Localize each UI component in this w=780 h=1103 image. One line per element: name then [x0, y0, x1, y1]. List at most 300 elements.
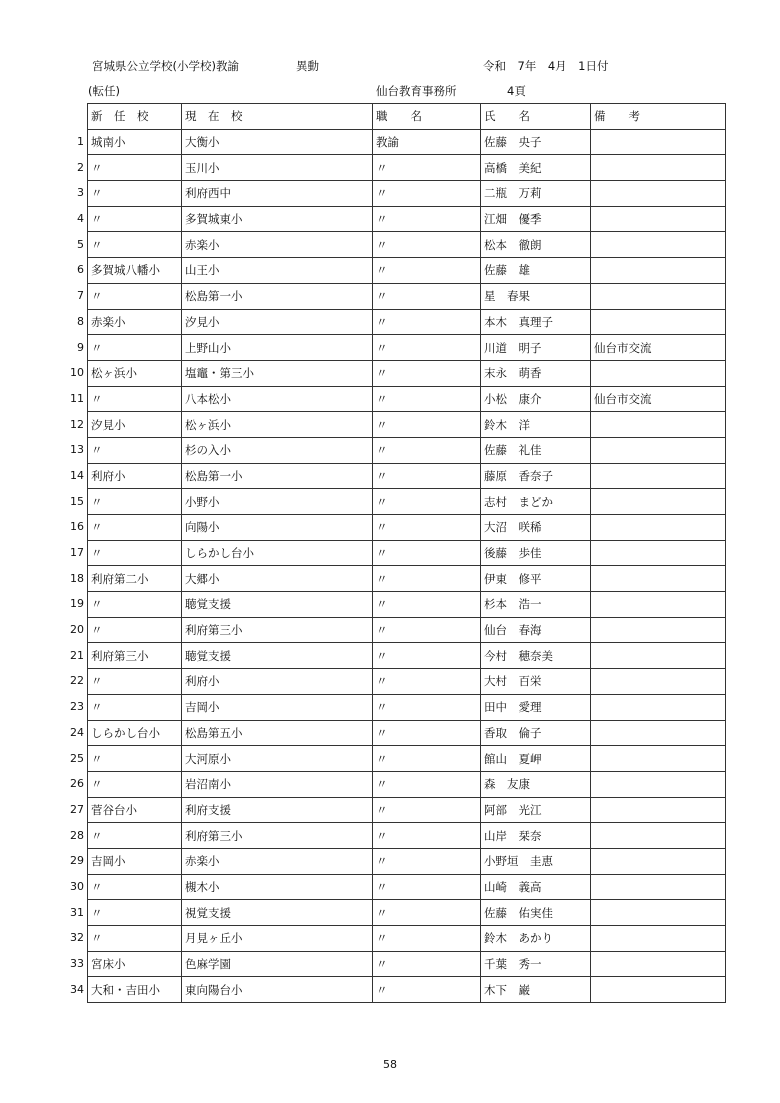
table-row — [88, 489, 726, 515]
new-school-cell — [70, 977, 182, 1003]
new-school-cell-text: 赤楽小 — [91, 314, 126, 329]
current-school-cell-text: 松ヶ浜小 — [185, 417, 231, 432]
title-cell-text: 〃 — [376, 237, 388, 252]
name-cell — [481, 206, 591, 232]
new-school-cell-text: 〃 — [91, 879, 103, 894]
new-school-cell-text: 〃 — [91, 212, 103, 227]
name-cell — [481, 823, 591, 849]
name-cell-text: 田中 愛理 — [484, 700, 542, 715]
name-cell-text: 後藤 歩佳 — [484, 546, 542, 561]
current-school-cell-text: 聴覚支援 — [185, 648, 231, 663]
current-school-cell-text: 赤楽小 — [185, 854, 220, 869]
row-number: 28 — [70, 828, 84, 842]
new-school-cell — [70, 874, 182, 900]
new-school-cell-text: 〃 — [91, 623, 103, 638]
title-cell — [373, 258, 481, 284]
title-cell-text: 〃 — [376, 751, 388, 766]
name-cell-text: 本木 真理子 — [484, 314, 553, 329]
current-school-cell — [182, 206, 373, 232]
new-school-cell — [77, 283, 182, 309]
row-number: 15 — [70, 494, 84, 508]
title-cell-text: 〃 — [376, 571, 388, 586]
col-header-current-school: 現 在 校 — [182, 104, 373, 130]
name-cell-text: 佐藤 礼佳 — [484, 443, 542, 458]
current-school-cell-text: 八本松小 — [185, 391, 231, 406]
current-school-cell-text: 利府第三小 — [185, 828, 243, 843]
current-school-cell-text: 聴覚支援 — [185, 597, 231, 612]
current-school-cell-text: 吉岡小 — [185, 700, 220, 715]
current-school-cell — [182, 258, 373, 284]
new-school-cell — [77, 309, 182, 335]
table-row — [88, 669, 726, 695]
new-school-cell — [70, 412, 182, 438]
title-cell-text: 〃 — [376, 263, 388, 278]
current-school-cell — [182, 129, 373, 155]
title-cell — [373, 437, 481, 463]
name-cell — [481, 720, 591, 746]
new-school-cell-text: 利府第二小 — [91, 571, 149, 586]
title-cell-text: 〃 — [376, 391, 388, 406]
name-cell — [481, 309, 591, 335]
note-cell — [591, 232, 726, 258]
current-school-cell-text: 松島第一小 — [185, 289, 243, 304]
row-number: 22 — [70, 674, 84, 688]
note-cell — [591, 874, 726, 900]
row-number: 23 — [70, 700, 84, 714]
header-type: 異動 — [296, 59, 319, 73]
row-number: 16 — [70, 520, 84, 534]
title-cell-text: 〃 — [376, 674, 388, 689]
table-row — [88, 515, 726, 541]
note-cell — [591, 412, 726, 438]
name-cell — [481, 181, 591, 207]
note-cell — [591, 926, 726, 952]
col-header-name: 氏 名 — [481, 104, 591, 130]
new-school-cell — [77, 129, 182, 155]
table-row — [88, 797, 726, 823]
name-cell — [481, 566, 591, 592]
note-cell — [591, 823, 726, 849]
row-number: 25 — [70, 751, 84, 765]
current-school-cell — [182, 643, 373, 669]
name-cell-text: 千葉 秀一 — [484, 957, 542, 972]
current-school-cell-text: 塩竈・第三小 — [185, 366, 254, 381]
title-cell — [373, 463, 481, 489]
row-number: 12 — [70, 417, 84, 431]
new-school-cell — [77, 181, 182, 207]
note-cell — [591, 900, 726, 926]
name-cell — [481, 232, 591, 258]
new-school-cell-text: 利府第三小 — [91, 648, 149, 663]
new-school-cell-text: 〃 — [91, 828, 103, 843]
current-school-cell — [182, 283, 373, 309]
title-cell-text: 教諭 — [376, 135, 399, 150]
header-office: 仙台教育事務所 — [376, 84, 457, 98]
title-cell-text: 〃 — [376, 546, 388, 561]
new-school-cell-text: 〃 — [91, 186, 103, 201]
current-school-cell-text: 多賀城東小 — [185, 212, 243, 227]
note-cell — [591, 746, 726, 772]
title-cell — [373, 386, 481, 412]
note-cell — [591, 977, 726, 1003]
new-school-cell — [77, 206, 182, 232]
current-school-cell-text: 大衡小 — [185, 135, 220, 150]
table-row — [88, 643, 726, 669]
new-school-cell-text: 〃 — [91, 160, 103, 175]
name-cell-text: 伊東 修平 — [484, 571, 542, 586]
title-cell — [373, 309, 481, 335]
table-row — [88, 694, 726, 720]
header-page: 4頁 — [507, 84, 526, 98]
name-cell — [481, 977, 591, 1003]
col-header-new-school: 新 任 校 — [88, 104, 182, 130]
current-school-cell — [182, 386, 373, 412]
current-school-cell — [182, 771, 373, 797]
name-cell — [481, 669, 591, 695]
new-school-cell — [70, 900, 182, 926]
current-school-cell-text: 山王小 — [185, 263, 220, 278]
current-school-cell-text: 大郷小 — [185, 571, 220, 586]
title-cell — [373, 617, 481, 643]
current-school-cell — [182, 694, 373, 720]
current-school-cell — [182, 592, 373, 618]
new-school-cell-text: 吉岡小 — [91, 854, 126, 869]
name-cell — [481, 283, 591, 309]
title-cell — [373, 951, 481, 977]
note-cell — [591, 540, 726, 566]
name-cell-text: 阿部 光江 — [484, 802, 542, 817]
table-header-row — [88, 104, 726, 130]
title-cell-text: 〃 — [376, 494, 388, 509]
name-cell — [481, 797, 591, 823]
name-cell-text: 今村 穂奈美 — [484, 648, 553, 663]
table-row — [88, 335, 726, 361]
name-cell-text: 星 春果 — [484, 289, 530, 304]
current-school-cell — [182, 335, 373, 361]
new-school-cell-text: 〃 — [91, 546, 103, 561]
new-school-cell-text: 〃 — [91, 700, 103, 715]
note-cell-text: 仙台市交流 — [594, 340, 652, 355]
current-school-cell — [182, 617, 373, 643]
current-school-cell-text: 利府西中 — [185, 186, 231, 201]
transfer-table — [70, 103, 726, 1003]
title-cell-text: 〃 — [376, 700, 388, 715]
name-cell-text: 小松 康介 — [484, 391, 542, 406]
row-number: 19 — [70, 597, 84, 611]
title-cell-text: 〃 — [376, 468, 388, 483]
current-school-cell-text: 上野山小 — [185, 340, 231, 355]
table-row — [88, 206, 726, 232]
note-cell — [591, 951, 726, 977]
new-school-cell-text: 〃 — [91, 237, 103, 252]
new-school-cell-text: 〃 — [91, 905, 103, 920]
title-cell — [373, 797, 481, 823]
name-cell — [481, 258, 591, 284]
row-number: 33 — [70, 957, 84, 971]
current-school-cell-text: 玉川小 — [185, 160, 220, 175]
title-cell-text: 〃 — [376, 957, 388, 972]
note-cell-text: 仙台市交流 — [594, 391, 652, 406]
name-cell-text: 鈴木 あかり — [484, 931, 553, 946]
title-cell — [373, 412, 481, 438]
note-cell — [591, 181, 726, 207]
name-cell-text: 佐藤 佑実佳 — [484, 905, 553, 920]
name-cell — [481, 694, 591, 720]
name-cell-text: 鈴木 洋 — [484, 417, 530, 432]
row-number: 17 — [70, 546, 84, 560]
note-cell — [591, 643, 726, 669]
name-cell-text: 志村 まどか — [484, 494, 553, 509]
note-cell — [591, 155, 726, 181]
new-school-cell — [77, 258, 182, 284]
header-category: (転任) — [88, 84, 120, 98]
new-school-cell — [70, 797, 182, 823]
current-school-cell-text: 月見ヶ丘小 — [185, 931, 243, 946]
title-cell — [373, 335, 481, 361]
title-cell-text: 〃 — [376, 854, 388, 869]
title-cell-text: 〃 — [376, 314, 388, 329]
note-cell — [591, 489, 726, 515]
current-school-cell — [182, 874, 373, 900]
title-cell — [373, 823, 481, 849]
name-cell-text: 森 友康 — [484, 777, 530, 792]
name-cell — [481, 515, 591, 541]
table-row — [88, 386, 726, 412]
name-cell-text: 小野垣 圭恵 — [484, 854, 553, 869]
note-cell — [591, 669, 726, 695]
name-cell — [481, 360, 591, 386]
new-school-cell-text: 〃 — [91, 520, 103, 535]
name-cell — [481, 437, 591, 463]
new-school-cell — [70, 515, 182, 541]
row-number: 31 — [70, 905, 84, 919]
new-school-cell — [70, 566, 182, 592]
title-cell-text: 〃 — [376, 597, 388, 612]
current-school-cell — [182, 489, 373, 515]
table-row — [88, 900, 726, 926]
new-school-cell — [70, 823, 182, 849]
current-school-cell — [182, 540, 373, 566]
new-school-cell — [70, 540, 182, 566]
title-cell — [373, 926, 481, 952]
current-school-cell — [182, 900, 373, 926]
row-number: 18 — [70, 571, 84, 585]
new-school-cell-text: 〃 — [91, 674, 103, 689]
current-school-cell-text: 利府小 — [185, 674, 220, 689]
name-cell-text: 藤原 香奈子 — [484, 468, 553, 483]
note-cell — [591, 592, 726, 618]
note-cell — [591, 206, 726, 232]
title-cell — [373, 360, 481, 386]
current-school-cell — [182, 463, 373, 489]
current-school-cell-text: 利府第三小 — [185, 623, 243, 638]
new-school-cell-text: 汐見小 — [91, 417, 126, 432]
new-school-cell-text: 〃 — [91, 931, 103, 946]
title-cell — [373, 694, 481, 720]
new-school-cell — [70, 592, 182, 618]
name-cell-text: 大沼 咲稀 — [484, 520, 542, 535]
title-cell-text: 〃 — [376, 340, 388, 355]
name-cell — [481, 617, 591, 643]
name-cell-text: 川道 明子 — [484, 340, 542, 355]
title-cell — [373, 977, 481, 1003]
note-cell — [591, 617, 726, 643]
title-cell — [373, 155, 481, 181]
note-cell — [591, 360, 726, 386]
row-number: 29 — [70, 854, 84, 868]
note-cell — [591, 848, 726, 874]
note-cell — [591, 771, 726, 797]
name-cell — [481, 592, 591, 618]
title-cell-text: 〃 — [376, 982, 388, 997]
row-number: 32 — [70, 931, 84, 945]
table-row — [88, 592, 726, 618]
new-school-cell — [70, 771, 182, 797]
new-school-cell-text: 松ヶ浜小 — [91, 366, 137, 381]
current-school-cell-text: 汐見小 — [185, 314, 220, 329]
current-school-cell-text: 視覚支援 — [185, 905, 231, 920]
current-school-cell — [182, 360, 373, 386]
title-cell — [373, 566, 481, 592]
name-cell-text: 佐藤 央子 — [484, 135, 542, 150]
current-school-cell-text: 松島第五小 — [185, 725, 243, 740]
name-cell — [481, 463, 591, 489]
table-row — [88, 232, 726, 258]
title-cell-text: 〃 — [376, 289, 388, 304]
name-cell — [481, 489, 591, 515]
new-school-cell-text: 大和・吉田小 — [91, 982, 160, 997]
row-number: 20 — [70, 623, 84, 637]
table-row — [88, 771, 726, 797]
new-school-cell — [70, 694, 182, 720]
title-cell — [373, 874, 481, 900]
name-cell — [481, 771, 591, 797]
title-cell-text: 〃 — [376, 417, 388, 432]
new-school-cell-text: 〃 — [91, 340, 103, 355]
row-number: 2 — [77, 160, 84, 174]
table-row — [88, 155, 726, 181]
current-school-cell — [182, 566, 373, 592]
current-school-cell-text: 向陽小 — [185, 520, 220, 535]
current-school-cell-text: 東向陽台小 — [185, 982, 243, 997]
new-school-cell — [70, 848, 182, 874]
current-school-cell-text: 色麻学園 — [185, 957, 231, 972]
current-school-cell — [182, 823, 373, 849]
name-cell-text: 松本 徹朗 — [484, 237, 542, 252]
name-cell — [481, 874, 591, 900]
title-cell — [373, 746, 481, 772]
title-cell — [373, 720, 481, 746]
title-cell — [373, 540, 481, 566]
name-cell — [481, 643, 591, 669]
name-cell-text: 末永 萌香 — [484, 366, 542, 381]
name-cell — [481, 155, 591, 181]
name-cell — [481, 335, 591, 361]
new-school-cell — [70, 720, 182, 746]
table-row — [88, 181, 726, 207]
name-cell-text: 高橋 美紀 — [484, 160, 542, 175]
table-row — [88, 463, 726, 489]
new-school-cell — [70, 463, 182, 489]
table-row — [88, 437, 726, 463]
row-number: 21 — [70, 648, 84, 662]
row-number: 14 — [70, 468, 84, 482]
note-cell — [591, 720, 726, 746]
row-number: 3 — [77, 186, 84, 200]
title-cell — [373, 129, 481, 155]
name-cell-text: 大村 百栄 — [484, 674, 542, 689]
note-cell — [591, 566, 726, 592]
name-cell — [481, 386, 591, 412]
name-cell-text: 山岸 栞奈 — [484, 828, 542, 843]
title-cell — [373, 771, 481, 797]
title-cell — [373, 592, 481, 618]
row-number: 10 — [70, 366, 84, 380]
name-cell-text: 香取 倫子 — [484, 725, 542, 740]
row-number: 4 — [77, 212, 84, 226]
current-school-cell — [182, 232, 373, 258]
new-school-cell-text: 宮床小 — [91, 957, 126, 972]
name-cell — [481, 129, 591, 155]
title-cell — [373, 900, 481, 926]
title-cell-text: 〃 — [376, 931, 388, 946]
name-cell-text: 木下 巌 — [484, 982, 530, 997]
table-row — [88, 566, 726, 592]
current-school-cell-text: しらかし台小 — [185, 546, 254, 561]
new-school-cell — [70, 617, 182, 643]
new-school-cell — [70, 437, 182, 463]
row-number: 24 — [70, 725, 84, 739]
row-number: 8 — [77, 314, 84, 328]
current-school-cell — [182, 848, 373, 874]
new-school-cell-text: 〃 — [91, 494, 103, 509]
new-school-cell-text: 利府小 — [91, 468, 126, 483]
title-cell-text: 〃 — [376, 828, 388, 843]
table-row — [88, 746, 726, 772]
note-cell — [591, 386, 726, 412]
new-school-cell-text: 〃 — [91, 751, 103, 766]
name-cell-text: 二瓶 万莉 — [484, 186, 542, 201]
table-row — [88, 874, 726, 900]
note-cell — [591, 309, 726, 335]
note-cell — [591, 797, 726, 823]
table-row — [88, 977, 726, 1003]
new-school-cell-text: 〃 — [91, 289, 103, 304]
name-cell — [481, 900, 591, 926]
row-number: 30 — [70, 879, 84, 893]
current-school-cell — [182, 720, 373, 746]
title-cell-text: 〃 — [376, 879, 388, 894]
title-cell — [373, 181, 481, 207]
current-school-cell — [182, 155, 373, 181]
title-cell — [373, 283, 481, 309]
row-number: 7 — [77, 289, 84, 303]
table-row — [88, 823, 726, 849]
row-number: 27 — [70, 802, 84, 816]
new-school-cell — [70, 746, 182, 772]
new-school-cell-text: 多賀城八幡小 — [91, 263, 160, 278]
col-header-note: 備 考 — [591, 104, 726, 130]
title-cell-text: 〃 — [376, 905, 388, 920]
name-cell-text: 杉本 浩一 — [484, 597, 542, 612]
name-cell-text: 江畑 優季 — [484, 212, 542, 227]
new-school-cell — [70, 360, 182, 386]
title-cell — [373, 848, 481, 874]
row-number: 13 — [70, 443, 84, 457]
table-row — [88, 848, 726, 874]
current-school-cell — [182, 181, 373, 207]
current-school-cell-text: 松島第一小 — [185, 468, 243, 483]
